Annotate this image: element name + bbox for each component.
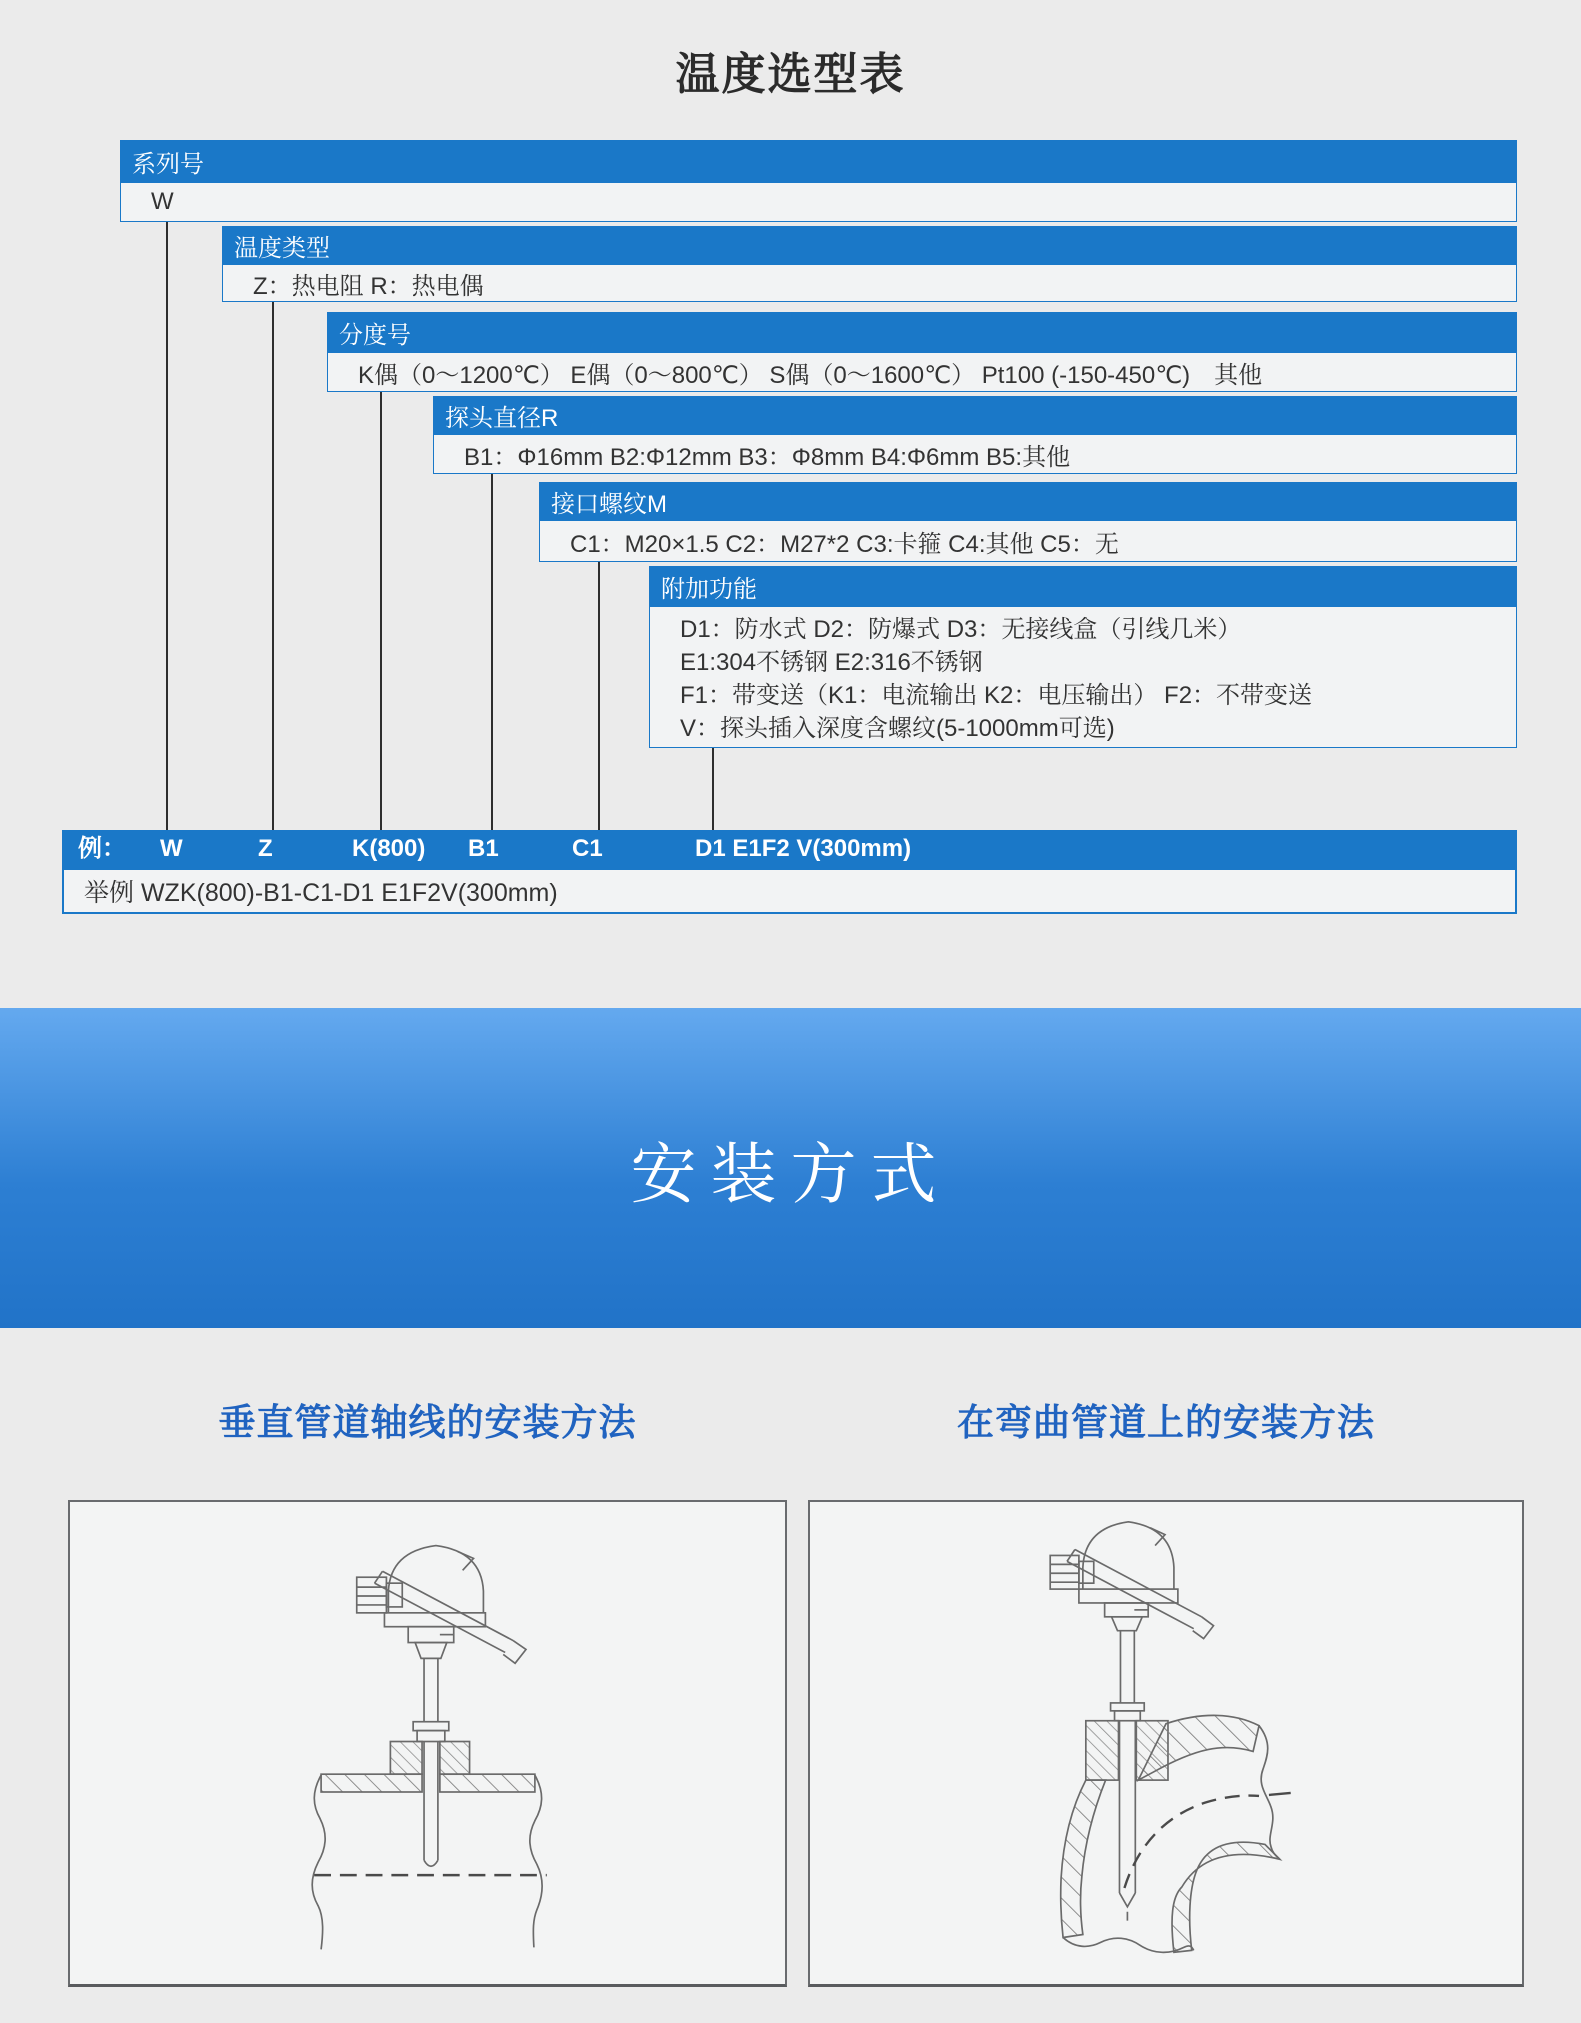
- level-header-series: 系列号: [120, 140, 1517, 182]
- example-code-row: [62, 830, 1517, 868]
- level-value-extra-functions: [649, 606, 1517, 748]
- head-clip-icon: [1193, 1617, 1214, 1639]
- level-header-probe-diameter: 探头直径R: [433, 396, 1517, 434]
- extra-function-line: F1：带变送（K1：电流输出 K2：电压输出） F2：不带变送: [680, 682, 1313, 709]
- extra-function-line: E1:304不锈钢 E2:316不锈钢: [680, 649, 983, 676]
- head-clip-icon: [503, 1641, 526, 1664]
- probe-tube: [1111, 1631, 1145, 1721]
- extra-function-line: V：探头插入深度含螺纹(5-1000mm可选): [680, 715, 1115, 742]
- level-header-extra-functions: 附加功能: [649, 566, 1517, 606]
- level-header-temp-type: 温度类型: [222, 226, 1517, 264]
- level-header-graduation: 分度号: [327, 312, 1517, 352]
- example-code: K(800): [352, 835, 426, 862]
- installation-banner: [0, 1008, 1581, 1328]
- probe-tube: [413, 1658, 449, 1741]
- probe-inside-pipe: [424, 1742, 438, 1867]
- elbow-install-title: 在弯曲管道上的安装方法: [957, 1402, 1375, 1443]
- cable-gland-icon: [1050, 1555, 1079, 1589]
- cable-gland-icon: [357, 1577, 387, 1613]
- pipe-wall: [321, 1774, 535, 1792]
- example-code: Z: [258, 835, 273, 862]
- probe-inside-pipe: [1119, 1721, 1135, 1926]
- vertical-install-title: 垂直管道轴线的安装方法: [218, 1402, 637, 1443]
- level-header-thread: 接口螺纹M: [539, 482, 1517, 520]
- connection-head: [1050, 1522, 1213, 1639]
- vertical-installation-drawing: [70, 1502, 785, 1984]
- level-value-probe-diameter: B1：Φ16mm B2:Φ12mm B3：Φ8mm B4:Φ6mm B5:其他: [433, 434, 1517, 474]
- connector-line: [712, 748, 714, 830]
- compression-fitting: [390, 1742, 469, 1775]
- example-label: 例：: [78, 835, 126, 862]
- connector-line: [272, 302, 274, 830]
- vertical-installation-diagram: [68, 1500, 787, 1987]
- level-value-graduation: K偶（0～1200℃） E偶（0～800℃） S偶（0～1600℃） Pt100 (-150-450℃) 其他: [327, 352, 1517, 392]
- extra-function-line: D1：防水式 D2：防爆式 D3：无接线盒（引线几米）: [680, 616, 1242, 643]
- connector-line: [598, 562, 600, 830]
- page-title: 温度选型表: [675, 50, 906, 99]
- level-value-series: W: [120, 182, 1517, 222]
- union-nut-icon: [1111, 1703, 1145, 1711]
- elbow-installation-diagram: [808, 1500, 1524, 1987]
- elbow-installation-drawing: [810, 1502, 1522, 1984]
- level-value-thread: C1：M20×1.5 C2：M27*2 C3:卡箍 C4:其他 C5：无: [539, 520, 1517, 562]
- example-code: W: [160, 835, 183, 862]
- example-code: D1 E1F2 V(300mm): [695, 835, 912, 862]
- connector-line: [491, 474, 493, 830]
- connection-head: [357, 1546, 526, 1664]
- union-nut-icon: [413, 1722, 449, 1731]
- pipe-break-lines: [312, 1775, 542, 1949]
- level-value-temp-type: Z：热电阻 R：热电偶: [222, 264, 1517, 302]
- connector-line: [166, 222, 168, 830]
- pipe-centerline: [1124, 1793, 1290, 1888]
- example-code: B1: [468, 835, 499, 862]
- example-code: C1: [572, 835, 603, 862]
- connector-line: [380, 392, 382, 830]
- example-full-row: 举例 WZK(800)-B1-C1-D1 E1F2V(300mm): [62, 868, 1517, 914]
- installation-banner-title: 安装方式: [630, 1136, 951, 1211]
